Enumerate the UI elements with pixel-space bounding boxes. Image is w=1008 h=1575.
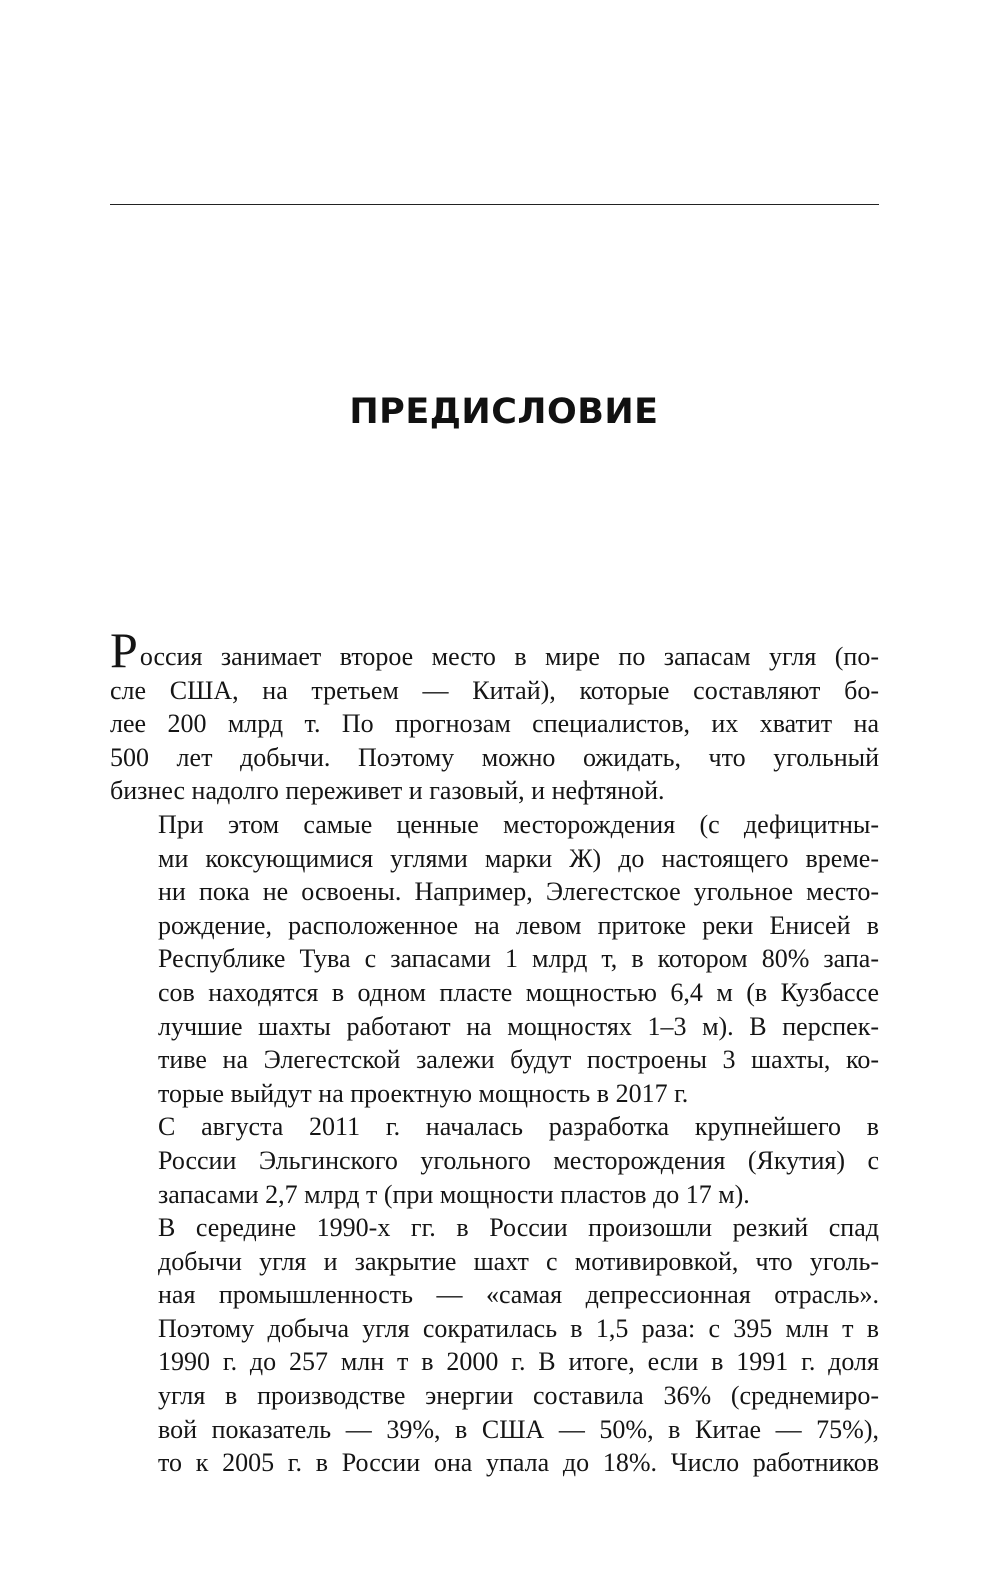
text-line: 500 лет добычи. Поэтому можно ожидать, что угольный (110, 742, 879, 772)
text-line: рождение, расположенное на левом притоке реки Енисей в (158, 910, 879, 940)
text-line: вой показатель — 39%, в США — 50%, в Китае — 75%), (158, 1414, 879, 1444)
paragraph-1 (110, 622, 879, 808)
text-line: бизнес надолго переживет и газовый, и нефтяной. (110, 776, 665, 806)
text-line: ми коксующимися углями марки Ж) до настоящего време- (158, 843, 879, 873)
text-line: угля в производстве энергии составила 36% (среднемиро- (158, 1381, 879, 1411)
text-line: России Эльгинского угольного месторождения (Якутия) с (158, 1145, 879, 1175)
text-line: тиве на Элегестской залежи будут построены 3 шахты, ко- (158, 1045, 879, 1075)
text-line: сов находятся в одном пласте мощностью 6,4 м (в Кузбассе (158, 977, 879, 1007)
text-line: 1990 г. до 257 млн т в 2000 г. В итоге, если в 1991 г. доля (158, 1347, 879, 1377)
paragraph-3 (110, 1110, 879, 1211)
drop-cap: Р (110, 622, 138, 678)
text-line: торые выйдут на проектную мощность в 2017 г. (158, 1078, 689, 1108)
body-text (110, 622, 879, 1480)
text-line: При этом самые ценные месторождения (с дефицитны- (158, 809, 879, 839)
text-line: Поэтому добыча угля сократилась в 1,5 раза: с 395 млн т в (158, 1313, 879, 1343)
text-line: ная промышленность — «самая депрессионная отрасль». (158, 1280, 879, 1310)
first-line-text: оссия занимает второе место в мире по запасам угля (по- (139, 642, 879, 671)
text-line: добычи угля и закрытие шахт с мотивировкой, что уголь- (158, 1246, 879, 1276)
paragraph-4 (110, 1211, 879, 1480)
text-line: ни пока не освоены. Например, Элегестское угольное место- (158, 877, 879, 907)
text-line: лее 200 млрд т. По прогнозам специалистов, их хватит на (110, 709, 879, 739)
text-line (110, 622, 879, 678)
chapter-title: ПРЕДИСЛОВИЕ (349, 392, 659, 432)
text-line: сле США, на третьем — Китай), которые составляют бо- (110, 675, 879, 705)
paragraph-2 (110, 808, 879, 1110)
text-line: лучшие шахты работают на мощностях 1–3 м). В перспек- (158, 1011, 879, 1041)
header-rule (110, 204, 879, 205)
text-line: В середине 1990-х гг. в России произошли резкий спад (158, 1213, 879, 1243)
text-line: Республике Тува с запасами 1 млрд т, в котором 80% запа- (158, 944, 879, 974)
text-line: запасами 2,7 млрд т (при мощности пластов до 17 м). (158, 1179, 750, 1209)
text-line: С августа 2011 г. началась разработка крупнейшего в (158, 1112, 879, 1142)
text-line: то к 2005 г. в России она упала до 18%. Число работников (158, 1448, 879, 1478)
